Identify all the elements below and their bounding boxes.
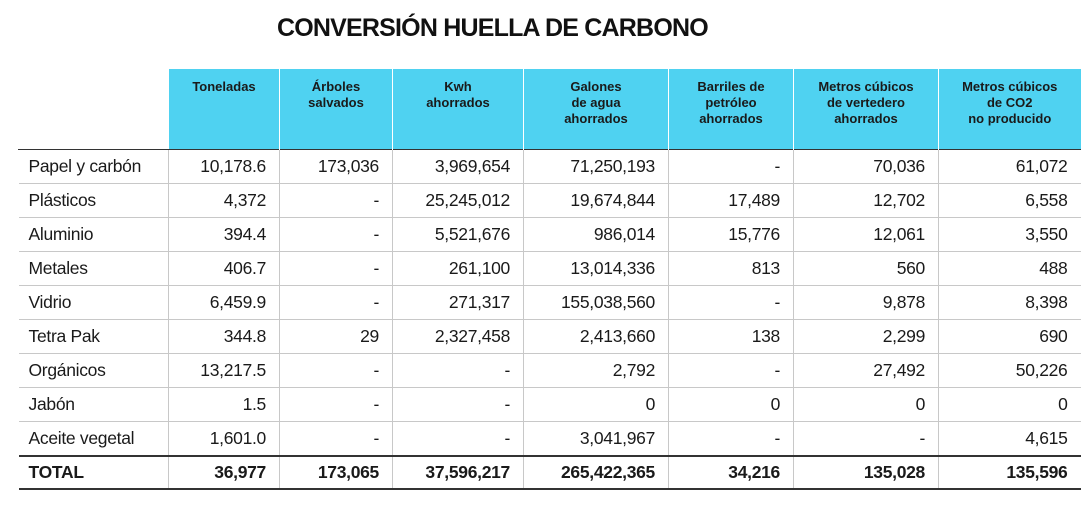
row-label: Jabón [19, 388, 169, 422]
table-cell: - [280, 184, 393, 218]
table-cell: 50,226 [939, 354, 1081, 388]
table-cell: 1,601.0 [169, 422, 280, 457]
table-cell: 19,674,844 [524, 184, 669, 218]
header-corner-cell [19, 69, 169, 150]
column-header-vertedero: Metros cúbicos de vertedero ahorrados [794, 69, 939, 150]
table-cell: 0 [669, 388, 794, 422]
table-row [19, 184, 1081, 218]
table-row [19, 354, 1081, 388]
column-header-kwh: Kwh ahorrados [393, 69, 524, 150]
row-label: Plásticos [19, 184, 169, 218]
table-cell: 5,521,676 [393, 218, 524, 252]
total-cell: 34,216 [669, 456, 794, 489]
table-cell: 2,299 [794, 320, 939, 354]
total-cell: 37,596,217 [393, 456, 524, 489]
table-cell: - [280, 354, 393, 388]
carbon-footprint-table [18, 69, 1081, 490]
table-cell: - [669, 150, 794, 184]
table-cell: - [393, 354, 524, 388]
row-label: Tetra Pak [19, 320, 169, 354]
table-row [19, 286, 1081, 320]
row-label: Orgánicos [19, 354, 169, 388]
table-cell: 15,776 [669, 218, 794, 252]
table-cell: 155,038,560 [524, 286, 669, 320]
table-cell: 61,072 [939, 150, 1081, 184]
table-cell: 344.8 [169, 320, 280, 354]
table-cell: - [280, 252, 393, 286]
table-cell: 3,550 [939, 218, 1081, 252]
table-cell: 261,100 [393, 252, 524, 286]
total-label: TOTAL [19, 456, 169, 489]
table-cell: 29 [280, 320, 393, 354]
table-cell: 12,061 [794, 218, 939, 252]
table-cell: 25,245,012 [393, 184, 524, 218]
table-cell: 2,327,458 [393, 320, 524, 354]
table-row [19, 252, 1081, 286]
table-cell: 70,036 [794, 150, 939, 184]
table-cell: 6,459.9 [169, 286, 280, 320]
table-row [19, 388, 1081, 422]
table-cell: 27,492 [794, 354, 939, 388]
table-cell: 138 [669, 320, 794, 354]
column-header-arboles: Árboles salvados [280, 69, 393, 150]
table-row [19, 422, 1081, 457]
table-cell: 13,217.5 [169, 354, 280, 388]
table-cell: 0 [524, 388, 669, 422]
table-cell: 17,489 [669, 184, 794, 218]
table-cell: 13,014,336 [524, 252, 669, 286]
table-cell: 2,792 [524, 354, 669, 388]
table-cell: 173,036 [280, 150, 393, 184]
table-cell: 560 [794, 252, 939, 286]
row-label: Aceite vegetal [19, 422, 169, 457]
table-cell: 9,878 [794, 286, 939, 320]
total-cell: 135,596 [939, 456, 1081, 489]
table-cell: 4,372 [169, 184, 280, 218]
table-cell: 394.4 [169, 218, 280, 252]
table-cell: 0 [939, 388, 1081, 422]
table-cell: 690 [939, 320, 1081, 354]
total-cell: 36,977 [169, 456, 280, 489]
table-cell: 3,969,654 [393, 150, 524, 184]
table-cell: - [393, 422, 524, 457]
table-cell: 1.5 [169, 388, 280, 422]
table-cell: 12,702 [794, 184, 939, 218]
column-header-co2: Metros cúbicos de CO2 no producido [939, 69, 1081, 150]
table-cell: 2,413,660 [524, 320, 669, 354]
table-row [19, 320, 1081, 354]
column-header-barriles: Barriles de petróleo ahorrados [669, 69, 794, 150]
table-cell: 986,014 [524, 218, 669, 252]
table-cell: - [280, 218, 393, 252]
table-cell: - [669, 422, 794, 457]
table-cell: - [280, 388, 393, 422]
table-cell: 6,558 [939, 184, 1081, 218]
table-cell: 488 [939, 252, 1081, 286]
table-cell: - [669, 286, 794, 320]
table-cell: - [393, 388, 524, 422]
table-row [19, 150, 1081, 184]
table-cell: - [280, 286, 393, 320]
table-cell: 4,615 [939, 422, 1081, 457]
table-cell: - [794, 422, 939, 457]
row-label: Aluminio [19, 218, 169, 252]
total-cell: 173,065 [280, 456, 393, 489]
table-cell: 71,250,193 [524, 150, 669, 184]
table-row [19, 218, 1081, 252]
table-cell: - [280, 422, 393, 457]
total-cell: 265,422,365 [524, 456, 669, 489]
table-cell: 3,041,967 [524, 422, 669, 457]
table-cell: 10,178.6 [169, 150, 280, 184]
table-cell: 0 [794, 388, 939, 422]
column-header-toneladas: Toneladas [169, 69, 280, 150]
table-cell: 8,398 [939, 286, 1081, 320]
row-label: Papel y carbón [19, 150, 169, 184]
table-cell: - [669, 354, 794, 388]
row-label: Metales [19, 252, 169, 286]
row-label: Vidrio [19, 286, 169, 320]
total-row [19, 456, 1081, 489]
table-cell: 271,317 [393, 286, 524, 320]
table-cell: 813 [669, 252, 794, 286]
table-header-row [19, 69, 1081, 150]
table-cell: 406.7 [169, 252, 280, 286]
page-title: CONVERSIÓN HUELLA DE CARBONO [277, 14, 708, 42]
column-header-galones: Galones de agua ahorrados [524, 69, 669, 150]
total-cell: 135,028 [794, 456, 939, 489]
